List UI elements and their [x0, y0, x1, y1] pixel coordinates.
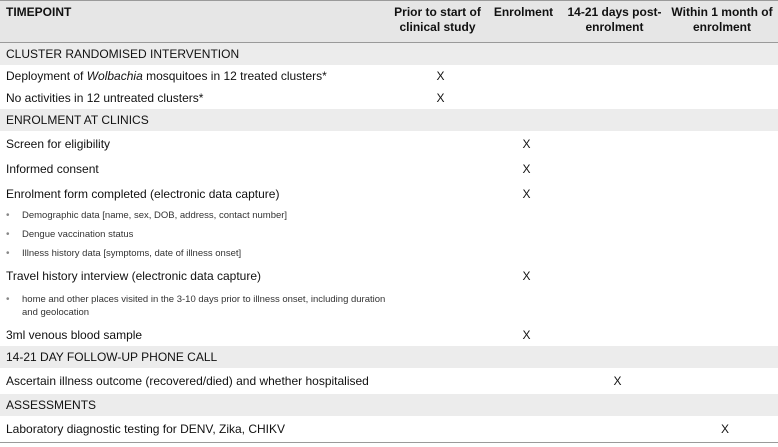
row-label-travel: Travel history interview (electronic data capture) [6, 268, 261, 283]
row-label-blood: 3ml venous blood sample [6, 328, 143, 342]
header-timepoint: TIMEPOINT [0, 1, 391, 43]
bullet-row [0, 288, 778, 324]
mark-enrolment: X [522, 268, 531, 283]
header-within-month: Within 1 month of enrolment [666, 1, 778, 43]
mark-prior: X [436, 91, 445, 105]
table-row [0, 181, 778, 206]
header-post-enrolment: 14-21 days post-enrolment [563, 1, 666, 43]
section-cluster: CLUSTER RANDOMISED INTERVENTION [0, 43, 778, 66]
bullet-row [0, 206, 778, 225]
header-prior: Prior to start of clinical study [391, 1, 484, 43]
mark-enrolment: X [522, 161, 531, 176]
bullet-demographic: Demographic data [name, sex, DOB, address, contact number] [22, 210, 288, 221]
row-label-form: Enrolment form completed (electronic data capture) [6, 186, 280, 201]
section-row [0, 109, 778, 131]
row-label-outcome: Ascertain illness outcome (recovered/died) and whether hospitalised [6, 374, 369, 388]
table-row [0, 131, 778, 156]
row-label-lab: Laboratory diagnostic testing for DENV, Zika, CHIKV [0, 416, 391, 443]
mark-post-enrolment: X [613, 374, 622, 388]
row-label-deployment: Deployment of Wolbachia mosquitoes in 12 treated clusters* [6, 69, 327, 83]
table-row [0, 263, 778, 288]
section-row [0, 346, 778, 368]
table-row [0, 65, 778, 87]
table-row [0, 416, 778, 443]
bullet-icon: • [6, 248, 10, 259]
section-followup: 14-21 DAY FOLLOW-UP PHONE CALL [0, 346, 778, 368]
mark-prior: X [436, 69, 445, 83]
bullet-icon: • [6, 294, 10, 305]
bullet-icon: • [6, 229, 10, 240]
bullet-row [0, 225, 778, 244]
bullet-illness: Illness history data [symptoms, date of illness onset] [22, 248, 242, 259]
header-enrolment: Enrolment [484, 1, 563, 43]
table-row [0, 368, 778, 394]
section-clinics: ENROLMENT AT CLINICS [0, 109, 778, 131]
bullet-vaccination: Dengue vaccination status [22, 229, 134, 240]
mark-within-month: X [666, 416, 778, 443]
bullet-icon: • [6, 210, 10, 221]
mark-enrolment: X [522, 136, 531, 151]
section-row [0, 394, 778, 416]
mark-enrolment: X [522, 186, 531, 201]
section-row [0, 43, 778, 66]
table-row [0, 87, 778, 109]
row-label-no-activities: No activities in 12 untreated clusters* [6, 91, 204, 105]
table-row [0, 156, 778, 181]
row-label-consent: Informed consent [6, 161, 99, 176]
bullet-travel-places: home and other places visited in the 3-10 days prior to illness onset, including duration and geolocation [22, 294, 386, 318]
table-row [0, 324, 778, 346]
section-assessments: ASSESSMENTS [0, 394, 778, 416]
mark-enrolment: X [522, 328, 531, 342]
header-row [0, 1, 778, 43]
row-label-screen: Screen for eligibility [6, 136, 111, 151]
bullet-row [0, 244, 778, 263]
